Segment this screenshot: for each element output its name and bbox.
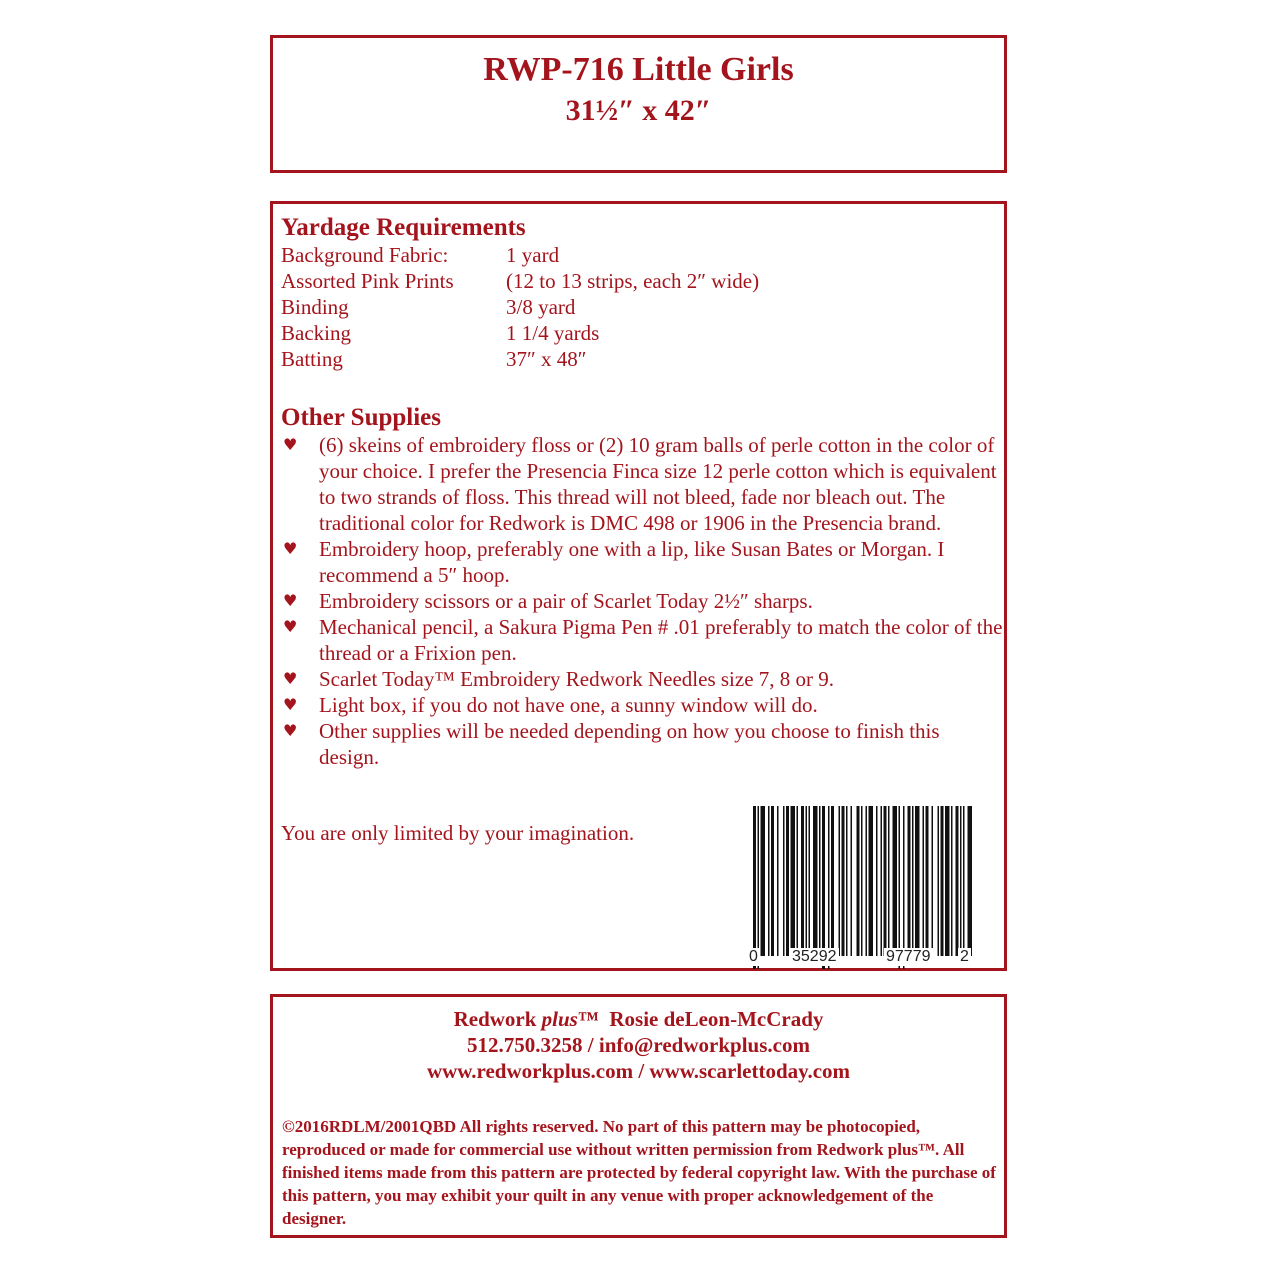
heart-icon: ♥ [283, 539, 298, 558]
heart-icon: ♥ [283, 435, 298, 454]
quilt-size: 31½″ x 42″ [565, 94, 712, 127]
yardage-value: (12 to 13 strips, each 2″ wide) [506, 269, 760, 293]
barcode-bar [908, 806, 911, 956]
yardage-label: Batting [281, 347, 343, 371]
title-panel [270, 35, 1007, 173]
barcode-bar [956, 806, 959, 956]
heart-icon: ♥ [283, 617, 298, 636]
heart-icon: ♥ [283, 695, 298, 714]
barcode-bar [968, 806, 973, 956]
supply-text: Other supplies will be needed depending on how you choose to finish this design. [319, 719, 940, 769]
barcode-bar [758, 806, 760, 969]
barcode-bar [869, 806, 874, 956]
supply-text: Mechanical pencil, a Sakura Pigma Pen # .01 preferably to match the color of the thread or a Frixion pen. [319, 615, 1003, 665]
barcode-bar [786, 806, 789, 956]
barcode-bar [771, 806, 774, 956]
barcode-bar [893, 806, 898, 956]
yardage-label: Binding [281, 295, 349, 319]
barcode-digit: 2 [960, 948, 969, 965]
trademark: ™ [577, 1007, 599, 1031]
list-item [279, 666, 1004, 692]
yardage-label: Assorted Pink Prints [281, 269, 454, 293]
heart-icon: ♥ [283, 669, 298, 688]
barcode-bar [888, 806, 890, 956]
list-item [279, 536, 1004, 588]
supplies-list [279, 432, 1004, 770]
barcode-bar [915, 806, 920, 956]
barcode-bar [768, 806, 770, 956]
barcode-bar [903, 806, 905, 969]
barcode-bar [819, 806, 821, 956]
barcode-bar [881, 806, 883, 956]
barcode-bar [813, 806, 818, 956]
supply-text: (6) skeins of embroidery floss or (2) 10 gram balls of perle cotton in the color of your choice. I prefer the Presencia Finca size 12 perle cotton which is equivalent to two strands of floss. This thread will not bleed, fade nor bleach out. The traditional color for Redwork is DMC 498 or 1906 in the Presencia brand. [319, 433, 997, 535]
requirements-panel [270, 201, 1007, 971]
yardage-row [281, 268, 759, 294]
list-item [279, 718, 1004, 770]
barcode-bar [866, 806, 868, 956]
designer-name: Rosie deLeon-McCrady [609, 1007, 824, 1031]
yardage-row [281, 294, 575, 320]
barcode-bar [945, 806, 950, 956]
barcode-bar [851, 806, 853, 956]
brand-italic: plus [541, 1007, 578, 1031]
barcode-bar [960, 806, 962, 956]
supply-text: Embroidery hoop, preferably one with a lip, like Susan Bates or Morgan. I recommend a 5″ hoop. [319, 537, 945, 587]
yardage-label: Backing [281, 321, 351, 345]
closing-line: You are only limited by your imagination. [281, 821, 635, 845]
heart-icon: ♥ [283, 591, 298, 610]
barcode-bar [753, 806, 756, 969]
supply-text: Light box, if you do not have one, a sunny window will do. [319, 693, 818, 717]
yardage-label: Background Fabric: [281, 243, 449, 267]
barcode-bar [831, 806, 834, 956]
barcode-bar [822, 806, 825, 969]
barcode-digit: 35292 [792, 948, 837, 965]
barcode-bar [828, 806, 830, 969]
contact-panel [270, 994, 1007, 1238]
contact-info [273, 1006, 1004, 1084]
barcode-bar [791, 806, 796, 956]
list-item [279, 614, 1004, 666]
barcode-bar [923, 806, 925, 956]
yardage-value: 37″ x 48″ [506, 347, 587, 371]
barcode-bar [801, 806, 804, 956]
yardage-value: 1 yard [506, 243, 560, 267]
websites: www.redworkplus.com / www.scarlettoday.com [426, 1059, 851, 1083]
yardage-row [281, 346, 587, 372]
phone-email: 512.750.3258 / info@redworkplus.com [467, 1033, 810, 1057]
barcode-bar [857, 806, 860, 956]
barcode-bar [797, 806, 799, 956]
barcode-bar [951, 806, 953, 956]
pattern-title: RWP-716 Little Girls [483, 51, 794, 88]
yardage-heading: Yardage Requirements [281, 214, 526, 241]
barcode-bar [846, 806, 848, 956]
yardage-row [281, 242, 559, 268]
list-item [279, 588, 1004, 614]
barcode-bar [941, 806, 944, 956]
supplies-heading: Other Supplies [281, 404, 441, 431]
copyright-notice: ©2016RDLM/2001QBD All rights reserved. No part of this pattern may be photocopied, reproduced or made for commercial use without written permission from Redwork plus™. All finished items made from this pattern are protected by federal copyright law. With the purchase of this pattern, you may exhibit your quilt in any venue with proper acknowledgement of the designer. [282, 1117, 996, 1228]
barcode-bar [963, 806, 965, 956]
barcode-bar [884, 806, 887, 956]
barcode-bar [783, 806, 785, 956]
yardage-value: 3/8 yard [506, 295, 576, 319]
brand-line [273, 1006, 1004, 1032]
list-item [279, 432, 1004, 536]
barcode-bar [761, 806, 766, 956]
barcode-bar [912, 806, 914, 956]
barcode-bar [899, 806, 901, 969]
barcode-bar [861, 806, 863, 956]
barcode-bar [839, 806, 841, 956]
heart-icon: ♥ [283, 721, 298, 740]
barcode-bar [932, 806, 934, 956]
supply-text: Embroidery scissors or a pair of Scarlet Today 2½″ sharps. [319, 589, 813, 613]
barcode-digit: 97779 [886, 948, 931, 965]
barcode-bar [777, 806, 779, 956]
list-item [279, 692, 1004, 718]
barcode-bar [842, 806, 845, 956]
barcode-bar [806, 806, 808, 956]
supply-text: Scarlet Today™ Embroidery Redwork Needles size 7, 8 or 9. [319, 667, 835, 691]
barcode-bar [876, 806, 878, 956]
barcode-bar [938, 806, 940, 956]
yardage-value: 1 1/4 yards [506, 321, 600, 345]
barcode-bar [926, 806, 929, 956]
brand-name: Redwork [453, 1007, 537, 1031]
barcode-bar [809, 806, 811, 956]
barcode-digit: 0 [749, 948, 758, 965]
barcode-icon [750, 806, 976, 971]
yardage-row [281, 320, 599, 346]
